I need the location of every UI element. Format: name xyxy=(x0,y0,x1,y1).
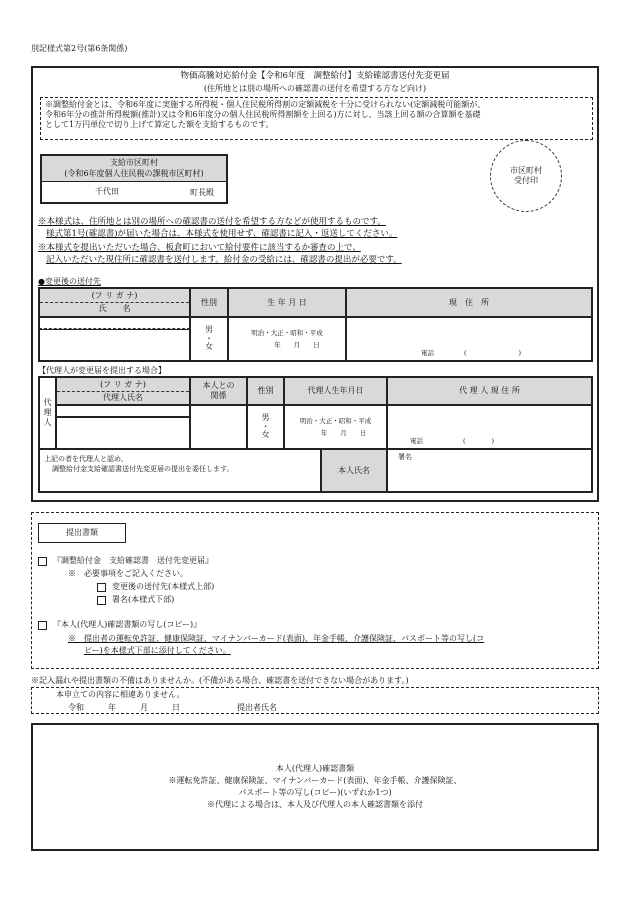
dest-name-header xyxy=(39,288,190,317)
agent-male-option[interactable]: 男 xyxy=(261,412,270,422)
doc-item-1-note: ※ 必要事項をご記入ください。 xyxy=(68,569,188,578)
agent-address-input[interactable] xyxy=(387,405,592,449)
changed-dest-label: ●変更後の送付先 xyxy=(38,277,101,286)
agent-delegation-text xyxy=(39,449,321,492)
note-line: 令和6年分の推計所得税額(推計)又は令和6年度分の個人住民税所得割額を上回る)方に対し、当該上回る額の合算額を基礎 xyxy=(45,110,481,119)
agent-era-options: 明治・大正・昭和・平成 xyxy=(299,416,372,425)
doc-sub-1-checkbox[interactable] xyxy=(97,583,106,592)
agent-side-char: 代 xyxy=(43,398,52,407)
documents-title: 提出書類 xyxy=(38,523,126,543)
form-subtitle: (住所地とは別の場所への確認書の送付を希望する方など向け) xyxy=(203,84,427,93)
note-line: として1万円単位で切り上げて算定した額を支給するものです。 xyxy=(45,120,274,129)
confirm-date[interactable]: 令和 年 月 日 xyxy=(68,703,180,712)
doc-item-2-note-2: ピー)を本様式下部に添付してください。 xyxy=(84,646,231,655)
dest-sex-select[interactable] xyxy=(190,317,228,361)
municipality-mayor: 町長殿 xyxy=(190,188,214,197)
municipality-header-2: (令和6年度個人住民税の課税市区町村) xyxy=(64,169,204,178)
agent-side-char: 理 xyxy=(43,408,52,417)
dest-ymd: 年 月 日 xyxy=(274,341,320,349)
agent-relation-input[interactable] xyxy=(190,405,247,449)
adjustment-note-box xyxy=(40,97,593,140)
dest-sex-dot: ・ xyxy=(205,333,213,343)
municipality-header-1: 支給市区町村 xyxy=(110,158,158,167)
agent-dob-input[interactable] xyxy=(284,405,387,449)
doc-item-1-label: 『調整給付金 支給確認書 送付先変更届』 xyxy=(53,556,213,565)
submitter-name-label: 提出者氏名 xyxy=(237,703,277,712)
agent-relation-header xyxy=(190,377,247,405)
doc-item-1-sub-1 xyxy=(97,582,214,592)
dest-furigana-input[interactable] xyxy=(39,317,190,329)
doc-sub-1-label: 変更後の送付先(本様式上部) xyxy=(112,582,215,591)
agent-relation-label-2: 関係 xyxy=(210,391,227,400)
agent-name-label: 代理人氏名 xyxy=(103,392,143,402)
principal-name-label: 本人氏名 xyxy=(321,449,387,492)
dest-dob-input[interactable] xyxy=(228,317,346,361)
signature-label: 署名 xyxy=(398,453,412,461)
doc-item-2 xyxy=(38,620,201,630)
instruction-line-1: ※本様式は、住所地とは別の場所への確認書の送付を希望する方などが使用するものです。 xyxy=(38,217,386,227)
dest-address-input[interactable] xyxy=(346,317,592,361)
confirm-question: ※記入漏れや提出書類の不備はありませんか。(不備がある場合、確認書を送付できない場合があります。) xyxy=(31,676,409,685)
reception-stamp-area xyxy=(490,140,562,212)
agent-phone-input[interactable]: ( ) xyxy=(463,436,495,445)
stamp-label-2: 受付印 xyxy=(514,176,538,185)
agent-phone-label: 電話 xyxy=(410,436,423,445)
agent-relation-label-1: 本人との xyxy=(202,381,235,390)
doc-item-2-note-1: ※ 提出者の運転免許証、健康保険証、マイナンバーカード(表面)、年金手帳、介護保険証、パスポート等の写し(コ xyxy=(68,634,485,643)
agent-furigana-input[interactable] xyxy=(56,405,190,417)
dest-era-options: 明治・大正・昭和・平成 xyxy=(251,328,323,337)
id-box-line-2: パスポート等の写し(コピー)(いずれか1つ) xyxy=(238,788,392,797)
form-title: 物価高騰対応給付金【令和6年度 調整給付】支給確認書送付先変更届 xyxy=(180,71,450,81)
doc-item-1-sub-2 xyxy=(97,595,174,605)
agent-section-label: 【代理人が変更届を提出する場合】 xyxy=(38,366,166,375)
instruction-line-2: 様式第1号(確認書)が届いた場合は、本様式を使用せず、確認書に記入・返送してください。 xyxy=(46,229,398,239)
doc-sub-2-label: 署名(本様式下部) xyxy=(112,595,175,604)
instruction-line-4: 記入いただいた現住所に確認書を送付します。給付金の受給には、確認書の提出が必要です。 xyxy=(46,255,402,265)
dest-male-option[interactable]: 男 xyxy=(205,324,213,334)
delegation-line-2: 調整給付金支給確認書送付先変更届の提出を委任します。 xyxy=(52,464,234,473)
dest-phone-label: 電話 xyxy=(421,348,434,357)
form-number: 別記様式第2号(第6条関係) xyxy=(31,44,128,53)
instruction-line-3: ※本様式を提出いただいた場合、板倉町において給付要件に該当するか審査の上で、 xyxy=(38,243,361,253)
id-document-attach-area xyxy=(31,723,599,851)
delegation-line-1: 上記の者を代理人と認め、 xyxy=(44,455,128,463)
agent-sex-header: 性別 xyxy=(247,377,284,405)
agent-sex-select[interactable] xyxy=(247,405,284,449)
agent-sex-dot: ・ xyxy=(261,421,270,431)
dest-furigana-label: (フ リ ガ ナ) xyxy=(91,291,138,300)
agent-ymd: 年 月 日 xyxy=(320,429,367,437)
doc-item-1 xyxy=(38,556,213,566)
dest-dob-header: 生 年 月 日 xyxy=(228,288,346,317)
agent-side-label xyxy=(39,377,56,449)
confirm-statement: 本申立ての内容に相違ありません。 xyxy=(56,690,185,699)
id-box-title: 本人(代理人)確認書類 xyxy=(275,764,355,773)
dest-name-label: 氏 名 xyxy=(98,304,131,313)
municipality-city: 千代田 xyxy=(95,187,119,196)
stamp-label-1: 市区町村 xyxy=(510,166,542,175)
dest-sex-header: 性別 xyxy=(190,288,228,317)
dest-phone-input[interactable]: ( ) xyxy=(464,348,522,357)
dest-female-option[interactable]: 女 xyxy=(205,342,213,352)
agent-address-header: 代 理 人 現 住 所 xyxy=(387,377,592,405)
agent-furigana-label: (フ リ ガ ナ) xyxy=(100,379,146,389)
doc-item-2-checkbox[interactable] xyxy=(38,621,47,630)
doc-item-1-checkbox[interactable] xyxy=(38,557,47,566)
doc-sub-2-checkbox[interactable] xyxy=(97,596,106,605)
agent-name-input[interactable] xyxy=(56,417,190,449)
agent-side-char: 人 xyxy=(43,418,52,427)
id-box-line-1: ※運転免許証、健康保険証、マイナンバーカード(表面)、年金手帳、介護保険証、 xyxy=(168,776,462,785)
agent-name-header xyxy=(56,377,190,405)
agent-female-option[interactable]: 女 xyxy=(261,430,270,440)
signature-field[interactable] xyxy=(387,449,592,492)
agent-dob-header: 代理人生年月日 xyxy=(284,377,387,405)
note-line: ※調整給付金とは、令和6年度に実施する所得税・個人住民税所得割の定額減税を十分に受けられない(定額減税可能額が、 xyxy=(45,100,486,109)
dest-address-header: 現 住 所 xyxy=(346,288,592,317)
dest-name-input[interactable] xyxy=(39,329,190,361)
id-box-line-3: ※代理による場合は、本人及び代理人の本人確認書類を添付 xyxy=(207,800,423,809)
doc-item-2-label: 『本人(代理人)確認書類の写し(コピー)』 xyxy=(53,620,202,629)
